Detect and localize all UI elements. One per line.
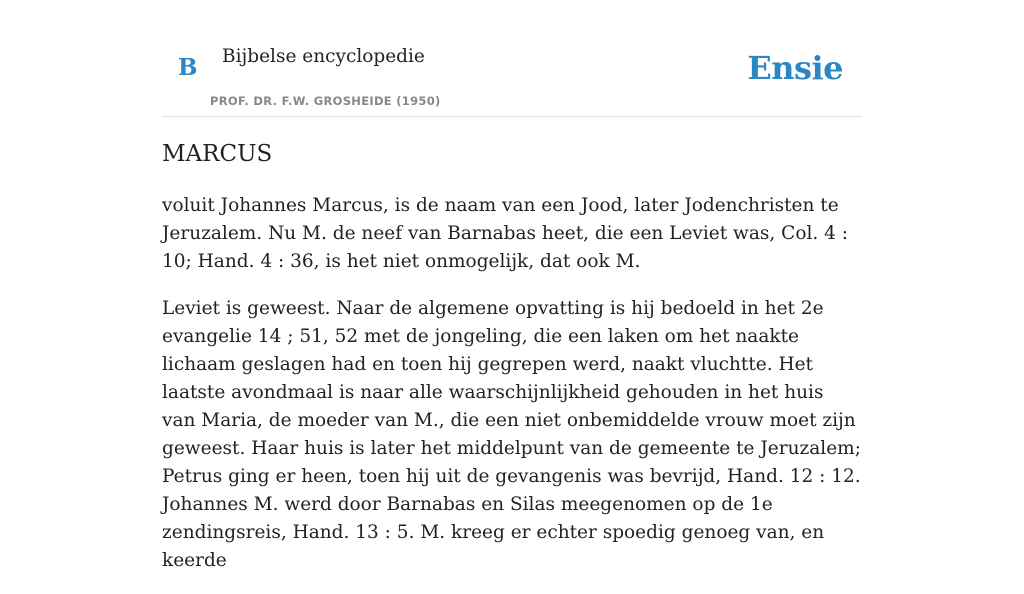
- ensie-logo[interactable]: Ensie: [747, 49, 843, 87]
- article-title: MARCUS: [162, 141, 273, 167]
- article-paragraph: Leviet is geweest. Naar de algemene opvatting is hij bedoeld in het 2e evangelie 14 ; 51, 52 met de jongeling, die een laken om het naakte lichaam geslagen had en toen hij gegrepen werd, naakt vluchtte. Het laatste avondmaal is naar alle waarschijnlijkheid gehouden in het huis van Maria, de moeder van M., die een niet onbemiddelde vrouw moet zijn geweest. Haar huis is later het middelpunt van de gemeente te Jeruzalem; Petrus ging er heen, toen hij uit de gevangenis was bevrijd, Hand. 12 : 12. Johannes M. werd door Barnabas en Silas meegenomen op de 1e zendingsreis, Hand. 13 : 5. M. kreeg er echter spoedig genoeg van, en keerde: [162, 298, 861, 571]
- header: [162, 0, 862, 117]
- book-author: PROF. DR. F.W. GROSHEIDE (1950): [210, 94, 441, 108]
- book-title[interactable]: Bijbelse encyclopedie: [222, 46, 425, 67]
- article-paragraph: voluit Johannes Marcus, is de naam van een Jood, later Jodenchristen te Jeruzalem. Nu M. de neef van Barnabas heet, die een Leviet was, Col. 4 : 10; Hand. 4 : 36, is het niet onmogelijk, dat ook M.: [162, 195, 849, 272]
- book-letter-icon[interactable]: B: [178, 54, 198, 81]
- article-body: [162, 192, 862, 594]
